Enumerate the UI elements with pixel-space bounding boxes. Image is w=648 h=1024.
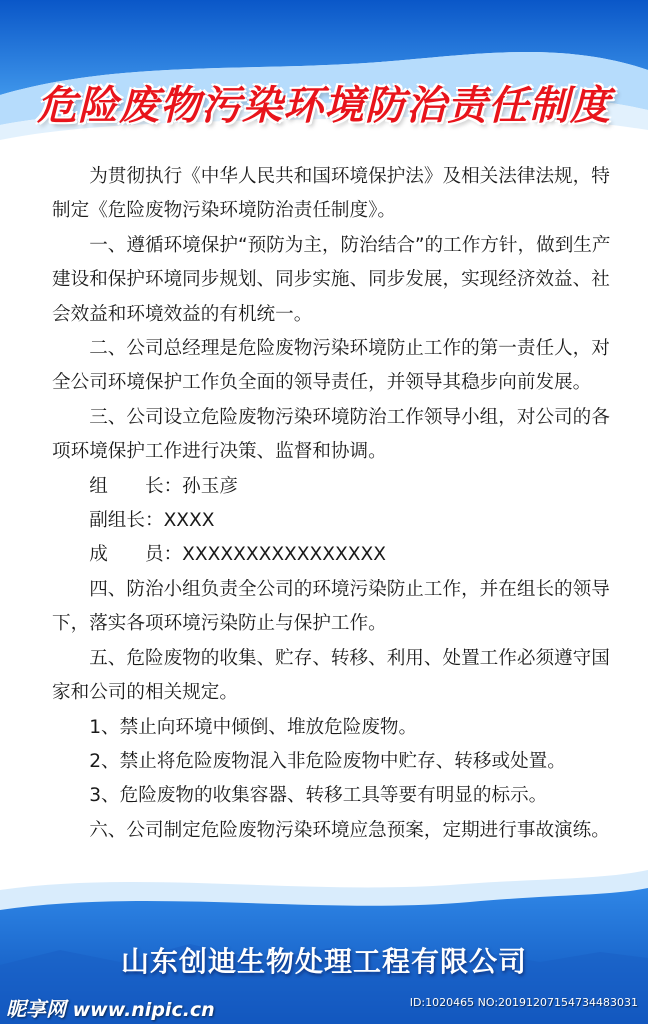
watermark-id: ID:1020465 NO:20191207154734483031 bbox=[409, 996, 638, 1009]
paragraph-1: 一、遵循环境保护“预防为主，防治结合”的工作方针，做到生产建设和保护环境同步规划、同步实施、同步发展，实现经济效益、社会效益和环境效益的有机统一。 bbox=[52, 234, 611, 325]
paragraph-4: 四、防治小组负责全公司的环境污染防止工作，并在组长的领导下，落实各项环境污染防止与保护工作。 bbox=[52, 578, 610, 635]
paragraph-5-item-3: 3、危险废物的收集容器、转移工具等要有明显的标示。 bbox=[89, 785, 548, 807]
group-members: 成 员：XXXXXXXXXXXXXXXX bbox=[89, 544, 386, 566]
paragraph-6: 六、公司制定危险废物污染环境应急预案，定期进行事故演练。 bbox=[89, 819, 610, 841]
paragraph-5: 五、危险废物的收集、贮存、转移、利用、处置工作必须遵守国家和公司的相关规定。 bbox=[52, 647, 610, 704]
paragraph-3: 三、公司设立危险废物污染环境防治工作领导小组，对公司的各项环境保护工作进行决策、监督和协调。 bbox=[52, 406, 610, 463]
page-title: 危险废物污染环境防治责任制度 bbox=[37, 83, 611, 129]
watermark-url: www.nipic.cn bbox=[72, 999, 215, 1021]
paragraph-2: 二、公司总经理是危险废物污染环境防止工作的第一责任人，对全公司环境保护工作负全面的领导责任，并领导其稳步向前发展。 bbox=[52, 338, 610, 394]
document-body bbox=[52, 160, 620, 848]
paragraph-intro: 为贯彻执行《中华人民共和国环境保护法》及相关法律法规，特制定《危险废物污染环境防治责任制度》。 bbox=[52, 166, 610, 222]
watermark-brand bbox=[6, 993, 215, 1022]
company-name: 山东创迪生物处理工程有限公司 bbox=[120, 945, 527, 978]
paragraph-5-item-2: 2、禁止将危险废物混入非危险废物中贮存、转移或处置。 bbox=[89, 750, 566, 772]
watermark-brand-name: 昵享网 bbox=[6, 997, 66, 1021]
group-leader: 组 长：孙玉彦 bbox=[89, 475, 238, 497]
paragraph-5-item-1: 1、禁止向环境中倾倒、堆放危险废物。 bbox=[89, 716, 418, 738]
deputy-leader: 副组长：XXXX bbox=[89, 510, 215, 532]
